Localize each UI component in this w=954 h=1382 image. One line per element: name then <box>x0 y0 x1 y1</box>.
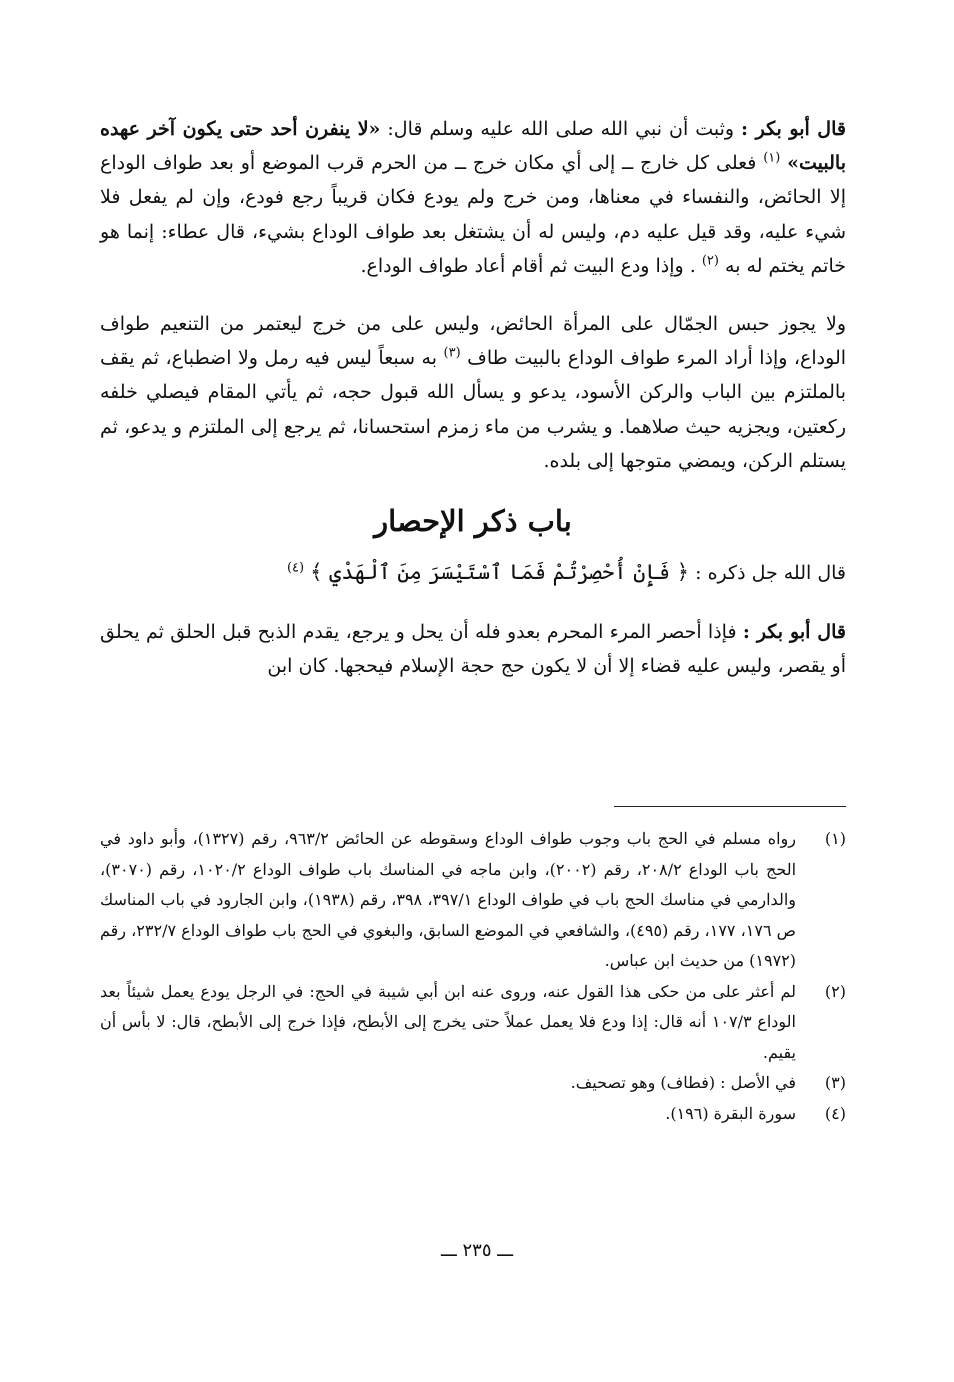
footnote-text: في الأصل : (فطاف) وهو تصحيف. <box>570 1073 796 1092</box>
section-heading: باب ذكر الإحصار <box>374 504 572 539</box>
paragraph-1 <box>100 112 846 283</box>
hadith-quote: «لا ينفرن أحد حتى يكون آخر عهده بالبيت» <box>100 118 847 175</box>
footnote-ref-4[interactable]: (٤) <box>286 560 305 576</box>
author-label: قال أبو بكر : <box>742 621 846 644</box>
paragraph-text: وثبت أن نبي الله صلى الله عليه وسلم قال: <box>380 118 735 140</box>
footnote-text: سورة البقرة (١٩٦). <box>665 1103 796 1123</box>
footnote-4 <box>100 1099 846 1130</box>
footnote-number: (٢) <box>824 981 846 1001</box>
footnote-text: رواه مسلم في الحج باب وجوب طواف الوداع وسقوطه عن الحائض ٩٦٣/٢، رقم (١٣٢٧)، وأبو داود في الحج باب الوداع ٢٠٨/٢، رقم (٢٠٠٢)، وابن ماجه في المناسك باب طواف الوداع ١٠٢٠/٢، رقم (٣٠٧٠)، والدارمي في مناسك الحج باب في طواف الوداع ٣٩٧/١، ٣٩٨، رقم (١٩٣٨)، وابن الجارود في باب المناسك ص ١٧٦، ١٧٧، رقم (٤٩٥)، والشافعي في الموضع السابق، والبغوي في الحج باب طواف الوداع ٢٣٢/٧، رقم (١٩٧٢) من حديث ابن عباس. <box>100 829 797 970</box>
footnote-text: لم أعثر على من حكى هذا القول عنه، وروى عنه ابن أبي شيبة في الحج: في الرجل يودع يعمل شيئاً بعد الوداع ١٠٧/٣ أنه قال: إذا ودع فلا يعمل عملاً حتى يخرج إلى الأبطح، فإذا خرج إلى الأبطح، قال: لا بأس أن يقيم. <box>100 981 797 1062</box>
page-number: ـــ ٢٣٥ ـــ <box>440 1240 514 1261</box>
footnote-ref-3[interactable]: (٣) <box>443 345 461 361</box>
footnotes <box>100 824 846 1129</box>
quran-intro: قال الله جل ذكره : <box>695 562 846 585</box>
footnote-3 <box>100 1068 846 1099</box>
author-label: قال أبو بكر : <box>741 118 846 140</box>
footnote-2 <box>100 977 846 1069</box>
footnote-1 <box>100 824 846 977</box>
quran-citation <box>100 552 846 593</box>
page-body <box>100 112 847 1123</box>
paragraph-3 <box>100 615 846 683</box>
paragraph-text: به سبعاً ليس فيه رمل ولا اضطباع، ثم يقف بالملتزم بين الباب والركن الأسود، يدعو و يسأل الله قبول حجه، ثم يأتي المقام فيصلي خلفه ركعتين، ويجزيه حيث صلاهما. و يشرب من ماء زمزم استحسانا، ثم يرجع إلى الملتزم و يدعو، ثم يستلم الركن، ويمضي متوجها إلى بلده. <box>100 347 847 472</box>
paragraph-2 <box>100 307 846 478</box>
paragraph-text: . وإذا ودع البيت ثم أقام أعاد طواف الوداع. <box>360 254 696 277</box>
footnote-ref-2[interactable]: (٢) <box>701 253 719 269</box>
paragraph-text: ولا يجوز حبس الجمّال على المرأة الحائض، وليس على من خرج ليعتمر من التنعيم طواف الوداع، وإذا أراد المرء طواف الوداع بالبيت طاف <box>100 313 847 370</box>
footnote-ref-1[interactable]: (١) <box>763 150 781 166</box>
footnote-divider <box>614 806 846 807</box>
footnote-number: (١) <box>824 829 846 848</box>
footnote-number: (٣) <box>824 1073 846 1092</box>
paragraph-text: فعلى كل خارج ــ إلى أي مكان خرج ــ من الحرم قرب الموضع أو بعد طواف الوداع إلا الحائض، والنفساء في معناها، ومن خرج ولم يودع فكان قريباً رجع فودع، وإن لم يفعل فلا شيء عليه، وقد قيل عليه دم، وليس له أن يشتغل بعد طواف الوداع بشيء، قال عطاء: إنما هو خاتم يختم له به <box>100 152 846 277</box>
quran-verse: ﴿ فَإِنْ أُحْصِرْتُمْ فَمَا ٱسْتَيْسَرَ مِنَ ٱلْهَدْيِ ﴾ <box>310 560 690 585</box>
footnote-number: (٤) <box>824 1103 846 1123</box>
paragraph-text: فإذا أحصر المرء المحرم بعدو فله أن يحل و يرجع، يقدم الذبح قبل الحلق ثم يحلق أو يقصر، وليس عليه قضاء إلا أن لا يكون حج حجة الإسلام فيحجها. كان ابن <box>100 621 846 678</box>
